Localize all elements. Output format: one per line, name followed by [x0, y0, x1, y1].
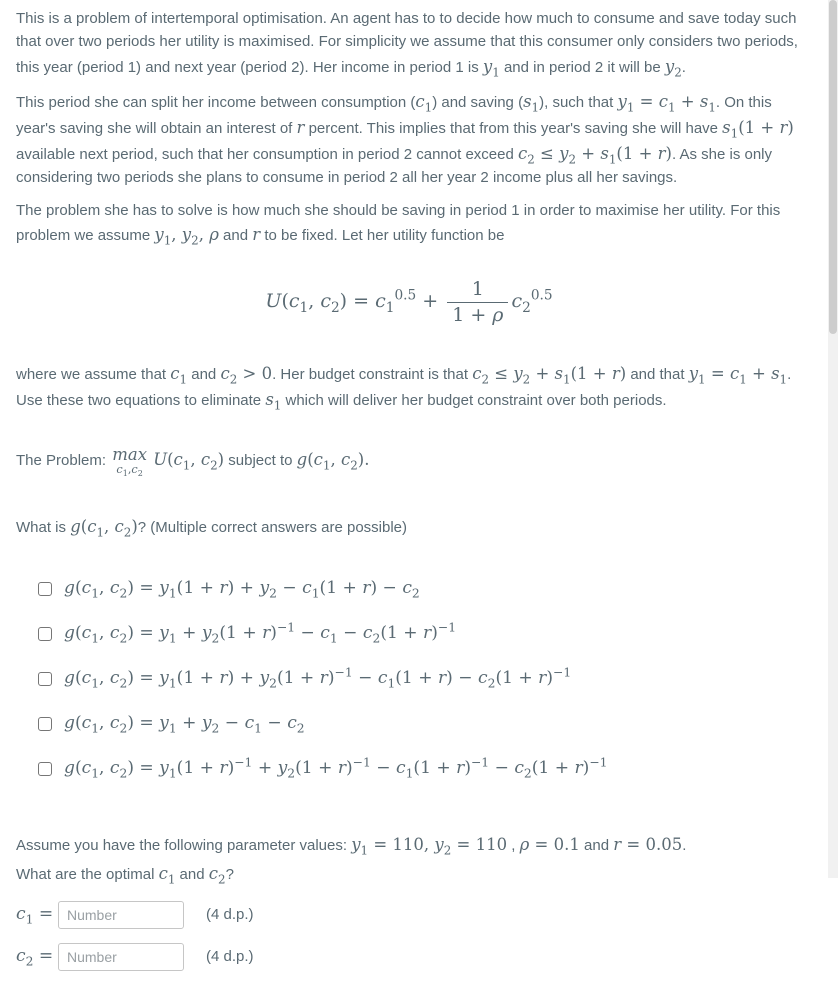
c1-label: $c_1$ = [16, 902, 58, 928]
max-operator-word: max [112, 446, 147, 463]
problem-label: The Problem: [16, 452, 110, 469]
max-operator-subscript: $c_1,c_2$ [116, 464, 142, 476]
problem-statement [16, 446, 802, 476]
intro-paragraph-3: The problem she has to solve is how much she should be saving in period 1 in order to maximise her utility. For this problem we assume $y_1$, $y_2$, ρ and r to be fixed. Let her utility function be [16, 200, 802, 249]
equation-lhs: $U(c_1$, $c_2) = c_1^{0.5}$ + [265, 290, 444, 312]
answer-row-c2 [16, 943, 802, 971]
answer-options-list [38, 576, 802, 782]
option-formula-1: $g(c_1$, $c_2) = y_1(1 + r) + y_2 - c_1(1 + r) - c_2$ [64, 576, 420, 602]
intro-paragraph-1: This is a problem of intertemporal optimisation. An agent has to to decide how much to consume and save today such that over two periods her utility is maximised. For simplicity we assume that this consumer only considers two periods, this year (period 1) and next year (period 2). Her income in period 1 is $y_1$ and in period 2 it will be $y_2$. [16, 8, 802, 79]
option-formula-5: $g(c_1$, $c_2) = y_1(1 + r)^{-1} + y_2(1 + r)^{-1} - c_1(1 + r)^{-1} - c_2(1 + r)^{-1}$ [64, 756, 607, 782]
equation-fraction [447, 278, 508, 327]
option-checkbox-3[interactable] [38, 672, 52, 686]
option-formula-3: $g(c_1$, $c_2) = y_1(1 + r) + y_2(1 + r)^{-1} - c_1(1 + r) - c_2(1 + r)^{-1}$ [64, 666, 571, 692]
objective-function: $U(c_1$, $c_2$) [153, 450, 224, 469]
c1-dp-note: (4 d.p.) [206, 904, 254, 927]
constraint-function: $g(c_1$, $c_2$). [297, 450, 370, 469]
option-checkbox-1[interactable] [38, 582, 52, 596]
c2-label: $c_2$ = [16, 944, 58, 970]
option-formula-4: $g(c_1$, $c_2) = y_1 + y_2 - c_1 - c_2$ [64, 711, 305, 737]
c2-input[interactable] [58, 943, 184, 971]
option-row-4[interactable] [38, 711, 802, 737]
option-checkbox-5[interactable] [38, 762, 52, 776]
scrollbar-thumb[interactable] [829, 0, 837, 334]
equation-rhs-tail: $c_2^{0.5}$ [511, 290, 552, 312]
subject-to-text: subject to [224, 452, 297, 469]
option-row-3[interactable] [38, 666, 802, 692]
utility-function-equation [16, 278, 802, 327]
option-formula-2: $g(c_1$, $c_2) = y_1 + y_2(1 + r)^{-1} - c_1 - c_2(1 + r)^{-1}$ [64, 621, 456, 647]
c2-dp-note: (4 d.p.) [206, 946, 254, 969]
option-row-5[interactable] [38, 756, 802, 782]
fraction-denominator: 1 + ρ [447, 303, 508, 327]
option-row-2[interactable] [38, 621, 802, 647]
answer-row-c1 [16, 901, 802, 929]
fraction-numerator: 1 [447, 278, 508, 303]
max-operator [112, 446, 147, 476]
multiple-choice-prompt: What is $g(c_1$, $c_2$)? (Multiple correct answers are possible) [16, 514, 802, 540]
parameter-values-paragraph: Assume you have the following parameter values: $y_1 = 110$, $y_2 = 110$ , ρ = 0.1 and r = 0.05. [16, 832, 802, 858]
optimal-values-question: What are the optimal $c_1$ and $c_2$? [16, 861, 802, 887]
budget-constraint-paragraph: where we assume that $c_1$ and $c_2 > 0$. Her budget constraint is that $c_2 \le y_2 + s_1(1 + r)$ and that $y_1 = c_1 + s_1$. Use these two equations to eliminate $s_1$ which will deliver her budget constraint over both periods. [16, 361, 802, 413]
option-checkbox-4[interactable] [38, 717, 52, 731]
intro-paragraph-2: This period she can split her income between consumption $(c_1)$ and saving $(s_1)$, such that $y_1 = c_1 + s_1$. On this year's saving she will obtain an interest of r percent. This implies that from this year's saving she will have $s_1(1 + r)$ available next period, such that her consumption in period 2 cannot exceed $c_2 \le y_2 + s_1(1 + r)$. As she is only considering two periods she plans to consume in period 2 all her year 2 income plus all her savings. [16, 89, 802, 189]
scrollbar-track[interactable] [828, 0, 838, 878]
option-row-1[interactable] [38, 576, 802, 602]
option-checkbox-2[interactable] [38, 627, 52, 641]
c1-input[interactable] [58, 901, 184, 929]
